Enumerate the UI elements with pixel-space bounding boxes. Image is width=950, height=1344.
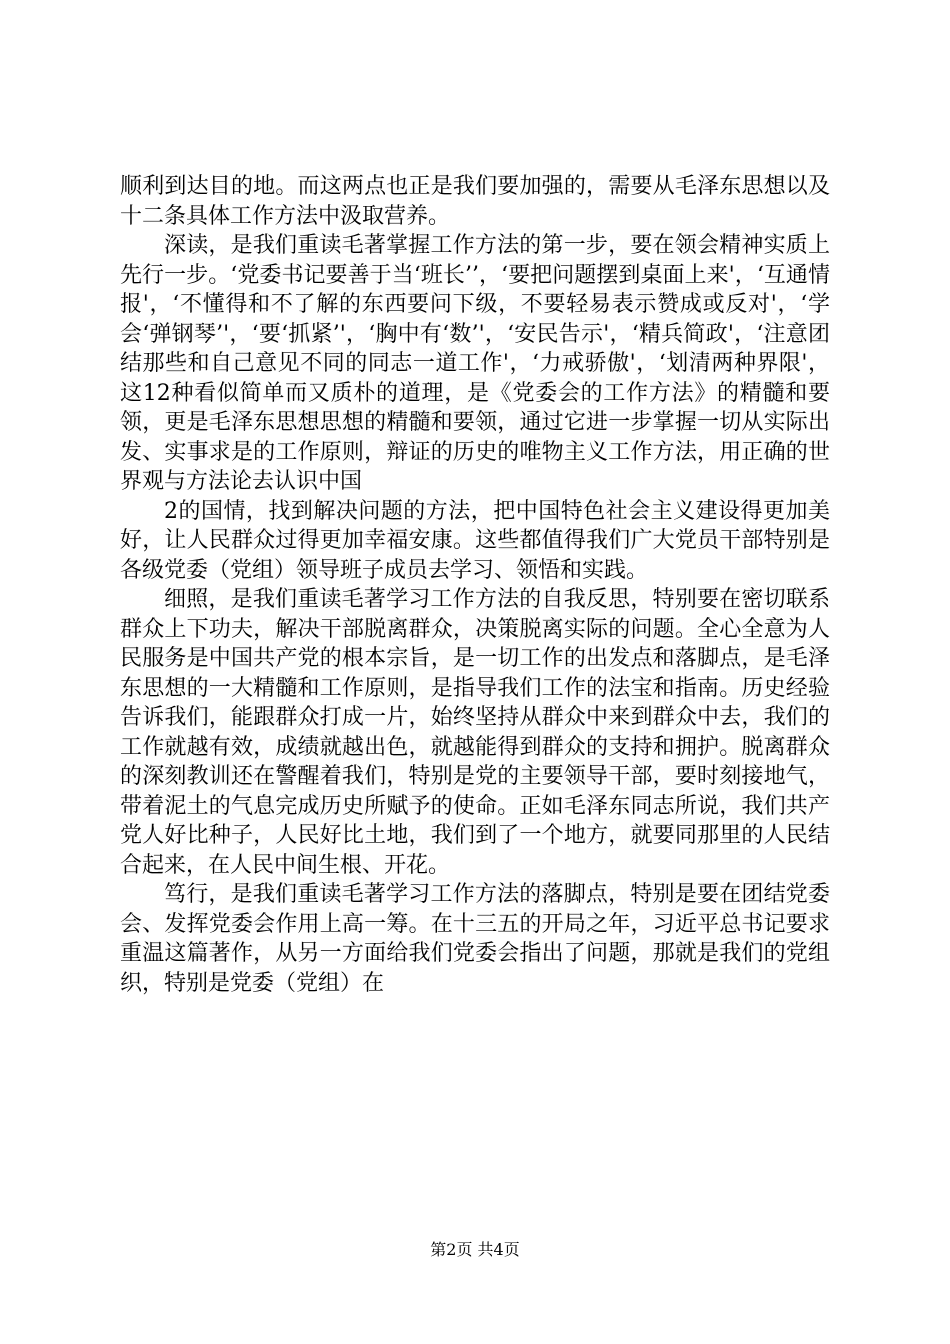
document-body bbox=[120, 172, 830, 998]
paragraph-national-conditions: 2的国情，找到解决问题的方法，把中国特色社会主义建设得更加美好，让人民群众过得更加幸福安康。这些都值得我们广大党员干部特别是各级党委（党组）领导班子成员去学习、领悟和实践。 bbox=[120, 498, 830, 583]
paragraph-earnest-practice: 笃行，是我们重读毛著学习工作方法的落脚点，特别是要在团结党委会、发挥党委会作用上高一筹。在十三五的开局之年，习近平总书记要求重温这篇著作，从另一方面给我们党委会指出了问题，那就是我们的党组织，特别是党委（党组）在 bbox=[120, 882, 830, 996]
paragraph-careful-reflection: 细照，是我们重读毛著学习工作方法的自我反思，特别要在密切联系群众上下功夫，解决干部脱离群众，决策脱离实际的问题。全心全意为人民服务是中国共产党的根本宗旨，是一切工作的出发点和落脚点，是毛泽东思想的一大精髓和工作原则，是指导我们工作的法宝和指南。历史经验告诉我们，能跟群众打成一片，始终坚持从群众中来到群众中去，我们的工作就越有效，成绩就越出色，就越能得到群众的支持和拥护。脱离群众的深刻教训还在警醒着我们，特别是党的主要领导干部，要时刻接地气，带着泥土的气息完成历史所赋予的使命。正如毛泽东同志所说，我们共产党人好比种子，人民好比土地，我们到了一个地方，就要同那里的人民结合起来，在人民中间生根、开花。 bbox=[120, 587, 830, 878]
paragraph-deep-reading: 深读，是我们重读毛著掌握工作方法的第一步，要在领会精神实质上先行一步。‘党委书记要善于当‘班长’’，‘要把问题摆到桌面上来'，‘互通情报'，‘不懂得和不了解的东西要问下级，不要轻易表示赞成或反对'，‘学会‘弹钢琴’'，‘要‘抓紧’'，‘胸中有‘数’'，‘安民告示'，‘精兵简政'，‘注意团结那些和自己意见不同的同志一道工作'，‘力戒骄傲'，‘划清两种界限'，这12种看似简单而又质朴的道理，是《党委会的工作方法》的精髓和要领，更是毛泽东思想思想的精髓和要领，通过它进一步掌握一切从实际出发、实事求是的工作原则，辩证的历史的唯物主义工作方法，用正确的世界观与方法论去认识中国 bbox=[120, 233, 830, 494]
page-number-footer: 第2页 共4页 bbox=[430, 1240, 520, 1259]
paragraph-continuation: 顺利到达目的地。而这两点也正是我们要加强的，需要从毛泽东思想以及十二条具体工作方法中汲取营养。 bbox=[120, 174, 830, 229]
